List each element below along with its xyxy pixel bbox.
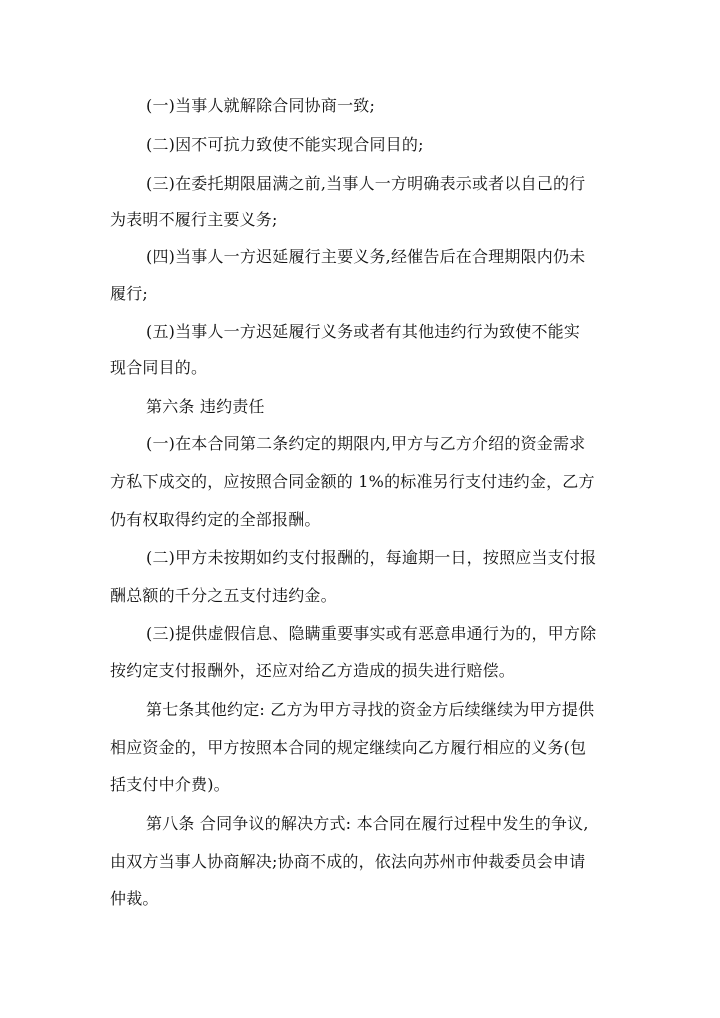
clause-5-item-4-line-2: 履行; (110, 284, 148, 303)
clause-5-item-3-line-2: 为表明不履行主要义务; (110, 210, 278, 229)
clause-6-heading: 第六条 违约责任 (146, 397, 265, 416)
clause-7-line-3: 括支付中介费)。 (110, 775, 230, 794)
clause-5-item-2: (二)因不可抗力致使不能实现合同目的; (146, 135, 424, 154)
clause-5-item-3-line-1: (三)在委托期限届满之前,当事人一方明确表示或者以自己的行 (146, 174, 586, 193)
clause-7-line-2: 相应资金的，甲方按照本合同的规定继续向乙方履行相应的义务(包 (110, 738, 587, 757)
clause-6-item-1-line-3: 仍有权取得约定的全部报酬。 (110, 510, 321, 529)
clause-6-item-1-line-2: 方私下成交的，应按照合同金额的 1%的标准另行支付违约金，乙方 (110, 472, 595, 491)
clause-6-item-3-line-2: 按约定支付报酬外，还应对给乙方造成的损失进行赔偿。 (110, 661, 516, 680)
clause-8-line-3: 仲裁。 (110, 889, 159, 908)
clause-6-item-3-line-1: (三)提供虚假信息、隐瞒重要事实或有恶意串通行为的，甲方除 (146, 624, 597, 643)
clause-6-item-2-line-1: (二)甲方未按期如约支付报酬的，每逾期一日，按照应当支付报 (146, 548, 597, 567)
clause-7-line-1: 第七条其他约定: 乙方为甲方寻找的资金方后续继续为甲方提供 (146, 700, 595, 719)
clause-5-item-4-line-1: (四)当事人一方迟延履行主要义务,经催告后在合理期限内仍未 (146, 247, 586, 266)
clause-5-item-5-line-1: (五)当事人一方迟延履行义务或者有其他违约行为致使不能实 (146, 322, 581, 341)
clause-6-item-2-line-2: 酬总额的千分之五支付违约金。 (110, 586, 337, 605)
clause-6-item-1-line-1: (一)在本合同第二条约定的期限内,甲方与乙方介绍的资金需求 (146, 434, 586, 453)
clause-5-item-1: (一)当事人就解除合同协商一致; (146, 96, 376, 115)
clause-5-item-5-line-2: 现合同目的。 (110, 358, 208, 377)
clause-8-line-2: 由双方当事人协商解决;协商不成的，依法向苏州市仲裁委员会申请 (110, 852, 586, 871)
clause-8-line-1: 第八条 合同争议的解决方式: 本合同在履行过程中发生的争议, (146, 814, 589, 833)
